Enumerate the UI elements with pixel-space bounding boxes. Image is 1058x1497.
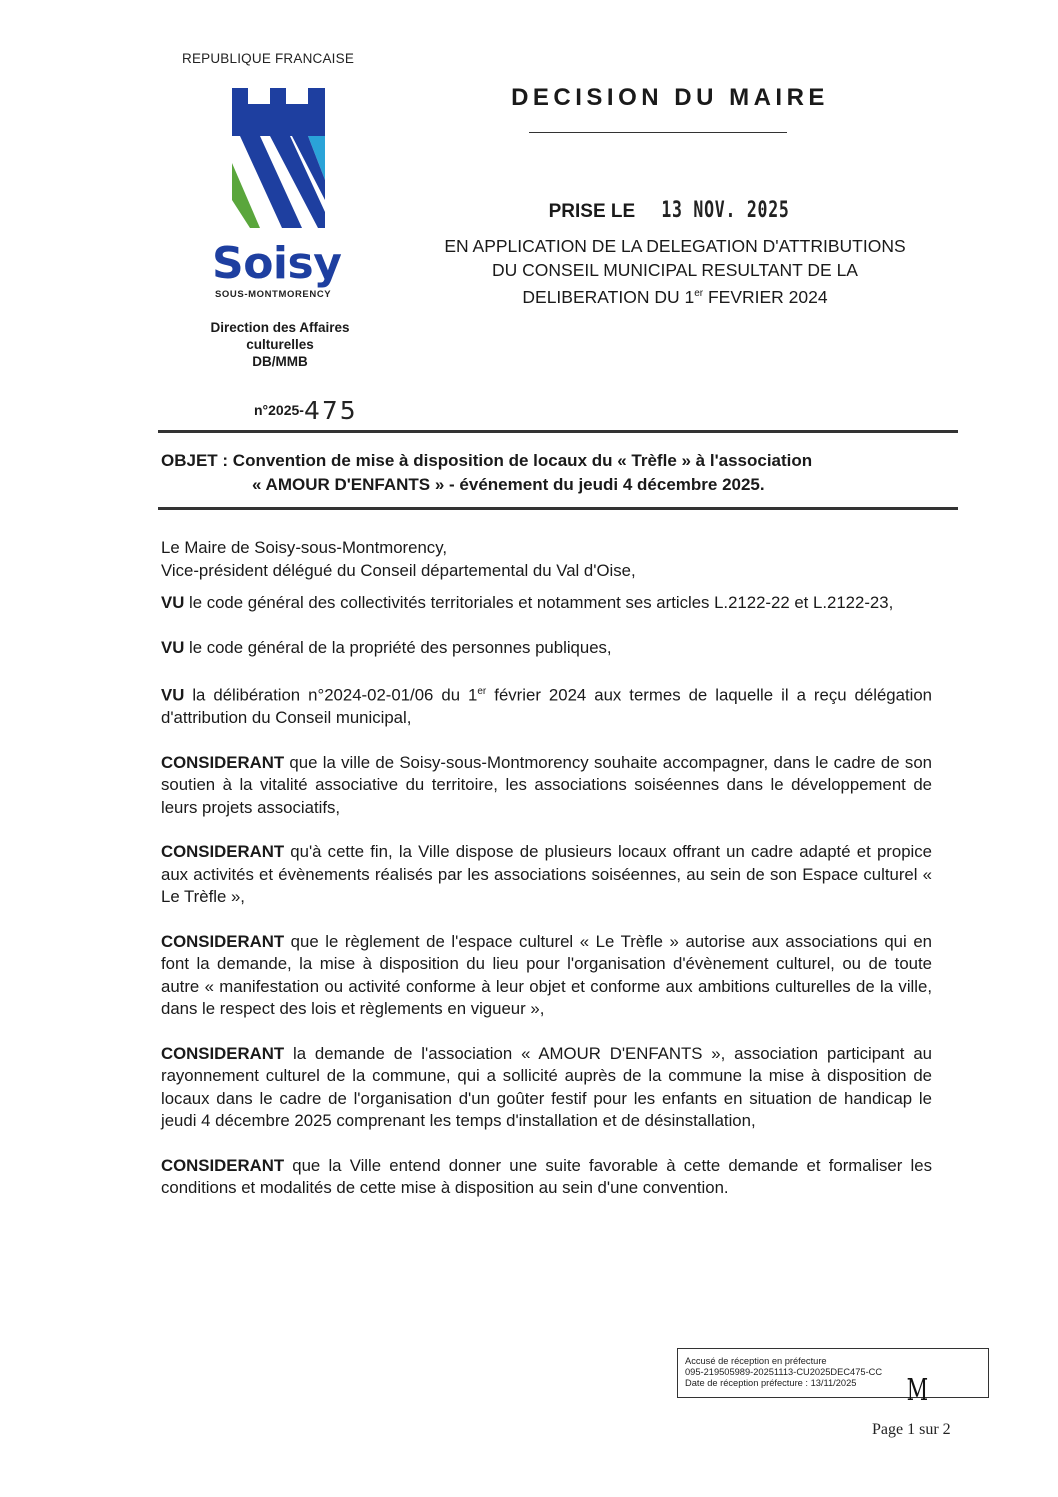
paragraph-text: que la ville de Soisy-sous-Montmorency souhaite accompagner, dans le cadre de son soutien à la vitalité associative du territoire, les associations soiséennes dans le développement de leurs projets associatifs,: [161, 752, 932, 817]
paragraph-text: qu'à cette fin, la Ville dispose de plusieurs locaux offrant un cadre adapté et propice aux activités et évènements réalisés par les associations soiséennes, au sein de son Espace culturel « Le Trèfle »,: [161, 842, 932, 907]
receipt-line: Accusé de réception en préfecture: [685, 1356, 827, 1366]
considerant-paragraph: [161, 931, 932, 1021]
intro-line: Le Maire de Soisy-sous-Montmorency,: [161, 538, 448, 557]
considerant-paragraph: [161, 1155, 932, 1200]
paragraph-text: la délibération n°2024-02-01/06 du 1: [184, 685, 478, 705]
receipt-line: 095-219505989-20251113-CU2025DEC475-CC: [685, 1367, 883, 1377]
date-stamp: 13 NOV. 2025: [661, 198, 791, 223]
considerant-paragraph: [161, 1043, 932, 1133]
service-line: DB/MMB: [252, 354, 308, 369]
prefecture-receipt-box: [677, 1348, 989, 1398]
prise-le: [420, 198, 940, 223]
application-line: DU CONSEIL MUNICIPAL RESULTANT DE LA: [492, 260, 858, 280]
keyword: CONSIDERANT: [161, 1155, 285, 1175]
decision-number: [254, 392, 358, 425]
application-text: DELIBERATION DU 1: [522, 286, 695, 307]
vu-paragraph: [161, 637, 932, 660]
objet-bottom-rule: [158, 507, 958, 510]
paragraph-text: le code général des collectivités territoriales et notamment ses articles L.2122-22 et L.2122-23,: [184, 593, 894, 612]
superscript: er: [477, 686, 487, 697]
considerant-paragraph: [161, 841, 932, 909]
paragraph-text: la demande de l'association « AMOUR D'ENFANTS », association participant au rayonnement culturel de la commune, qui a sollicité auprès de la commune la mise à disposition de locaux dans le cadre de l'organisation d'un goûter festif pour les enfants en situation de handicap le jeudi 4 décembre 2025 comprenant les temps d'installation et de désinstallation,: [161, 1043, 932, 1131]
number-handwritten: 475: [303, 396, 358, 425]
document-body: [161, 537, 932, 1200]
considerant-paragraph: [161, 752, 932, 820]
soisy-wordmark: Soisy: [212, 238, 342, 289]
paragraph-text: février 2024 aux termes de laquelle il a reçu délégation d'attribution du Conseil municipal,: [161, 685, 932, 728]
number-prefix: n°2025-: [254, 402, 304, 418]
paragraph-text: que le règlement de l'espace culturel « Le Trèfle » autorise aux associations qui en font la demande, la mise à disposition du lieu pour l'organisation d'évènement culturel, ou de toute autre « manifestation ou activité conforme à leur objet et conforme aux ambitions culturelles de la ville, dans le respect des lois et règlements en vigueur »,: [161, 931, 932, 1019]
service-line: culturelles: [246, 337, 314, 352]
sous-montmorency-label: SOUS-MONTMORENCY: [215, 289, 332, 300]
application-line: [410, 282, 940, 309]
application-line: EN APPLICATION DE LA DELEGATION D'ATTRIBUTIONS: [444, 236, 906, 256]
objet-line-1: [161, 449, 961, 473]
vu-paragraph: [161, 592, 932, 615]
objet-block: [161, 449, 961, 497]
title-divider: [529, 132, 787, 133]
republique-francaise-label: REPUBLIQUE FRANCAISE: [182, 51, 355, 66]
objet-label: OBJET :: [161, 451, 229, 470]
service-line: Direction des Affaires: [210, 320, 350, 335]
application-text: FEVRIER 2024: [703, 286, 828, 307]
page-number: Page 1 sur 2: [872, 1421, 951, 1438]
keyword: VU: [161, 637, 185, 657]
keyword: VU: [161, 593, 185, 612]
receipt-line: Date de réception préfecture : 13/11/2025: [685, 1378, 857, 1388]
keyword: CONSIDERANT: [161, 1043, 285, 1063]
keyword: VU: [161, 685, 185, 705]
superscript: er: [694, 288, 704, 299]
page-title: DECISION DU MAIRE: [511, 84, 829, 111]
service-block: [180, 319, 380, 370]
handwritten-initials: M: [906, 1373, 929, 1408]
prise-label: PRISE LE: [548, 201, 636, 222]
application-block: [410, 234, 940, 309]
intro-line: Vice-président délégué du Conseil départemental du Val d'Oise,: [161, 560, 636, 580]
keyword: CONSIDERANT: [161, 931, 285, 951]
keyword: CONSIDERANT: [161, 842, 285, 862]
objet-line-2: « AMOUR D'ENFANTS » - événement du jeudi 4 décembre 2025.: [252, 475, 765, 494]
paragraph-text: le code général de la propriété des personnes publiques,: [184, 637, 612, 657]
paragraph-text: que la Ville entend donner une suite favorable à cette demande et formaliser les conditions et modalités de cette mise à disposition au sein d'une convention.: [161, 1155, 932, 1198]
soisy-logo-icon: [230, 88, 330, 233]
objet-text: Convention de mise à disposition de locaux du « Trèfle » à l'association: [232, 451, 813, 470]
keyword: CONSIDERANT: [161, 752, 285, 772]
objet-top-rule: [158, 430, 958, 433]
vu-paragraph: [161, 681, 932, 730]
